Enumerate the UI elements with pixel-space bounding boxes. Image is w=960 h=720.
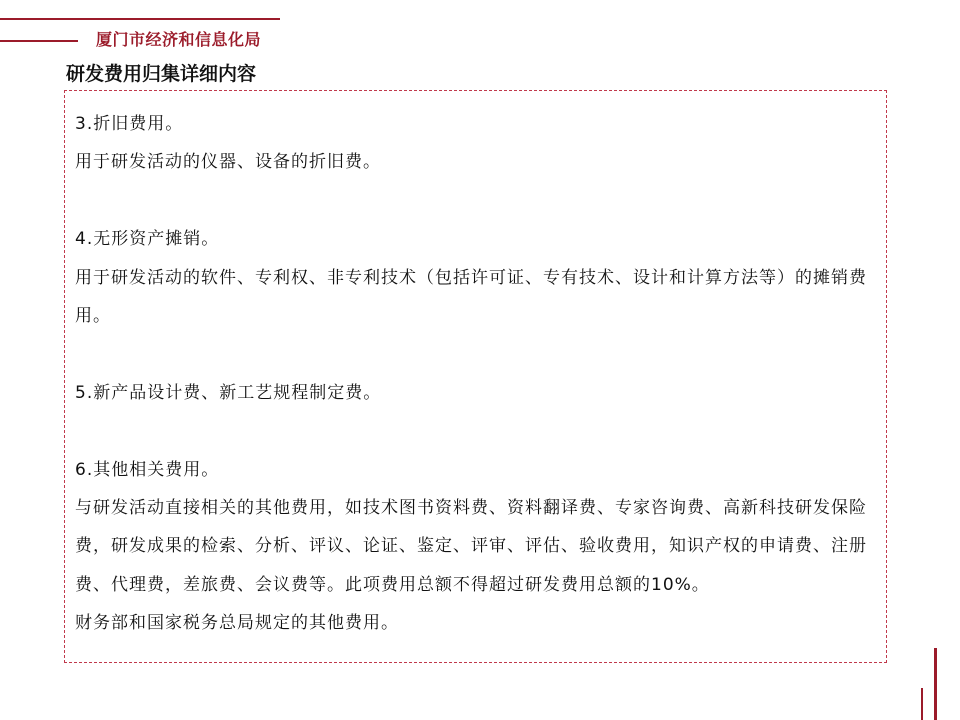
section-text: 财务部和国家税务总局规定的其他费用。 bbox=[75, 613, 399, 634]
content-box bbox=[64, 90, 887, 663]
header-decor-line-top bbox=[0, 18, 280, 20]
section-heading: 4.无形资产摊销。 bbox=[75, 229, 220, 250]
org-name: 厦门市经济和信息化局 bbox=[96, 30, 262, 49]
section-heading: 6.其他相关费用。 bbox=[75, 459, 220, 480]
blank-line bbox=[75, 182, 875, 220]
footer-decor-bar-long bbox=[934, 648, 937, 720]
blank-line bbox=[75, 335, 875, 373]
section-heading: 5.新产品设计费、新工艺规程制定费。 bbox=[75, 382, 382, 403]
blank-line bbox=[75, 412, 875, 450]
header-decor-line-short bbox=[0, 40, 78, 42]
section-text: 用于研发活动的仪器、设备的折旧费。 bbox=[75, 152, 381, 173]
page-title: 研发费用归集详细内容 bbox=[66, 63, 257, 85]
footer-decor-bar-short bbox=[921, 688, 923, 720]
section-text: 与研发活动直接相关的其他费用，如技术图书资料费、资料翻译费、专家咨询费、高新科技研发保险费，研发成果的检索、分析、评议、论证、鉴定、评审、评估、验收费用，知识产权的申请费、注册费、代理费，差旅费、会议费等。此项费用总额不得超过研发费用总额的10%。 bbox=[75, 498, 867, 595]
section-heading: 3.折旧费用。 bbox=[75, 114, 184, 134]
section-text: 用于研发活动的软件、专利权、非专利技术（包括许可证、专有技术、设计和计算方法等）的摊销费用。 bbox=[75, 267, 867, 327]
content-body bbox=[75, 105, 875, 643]
